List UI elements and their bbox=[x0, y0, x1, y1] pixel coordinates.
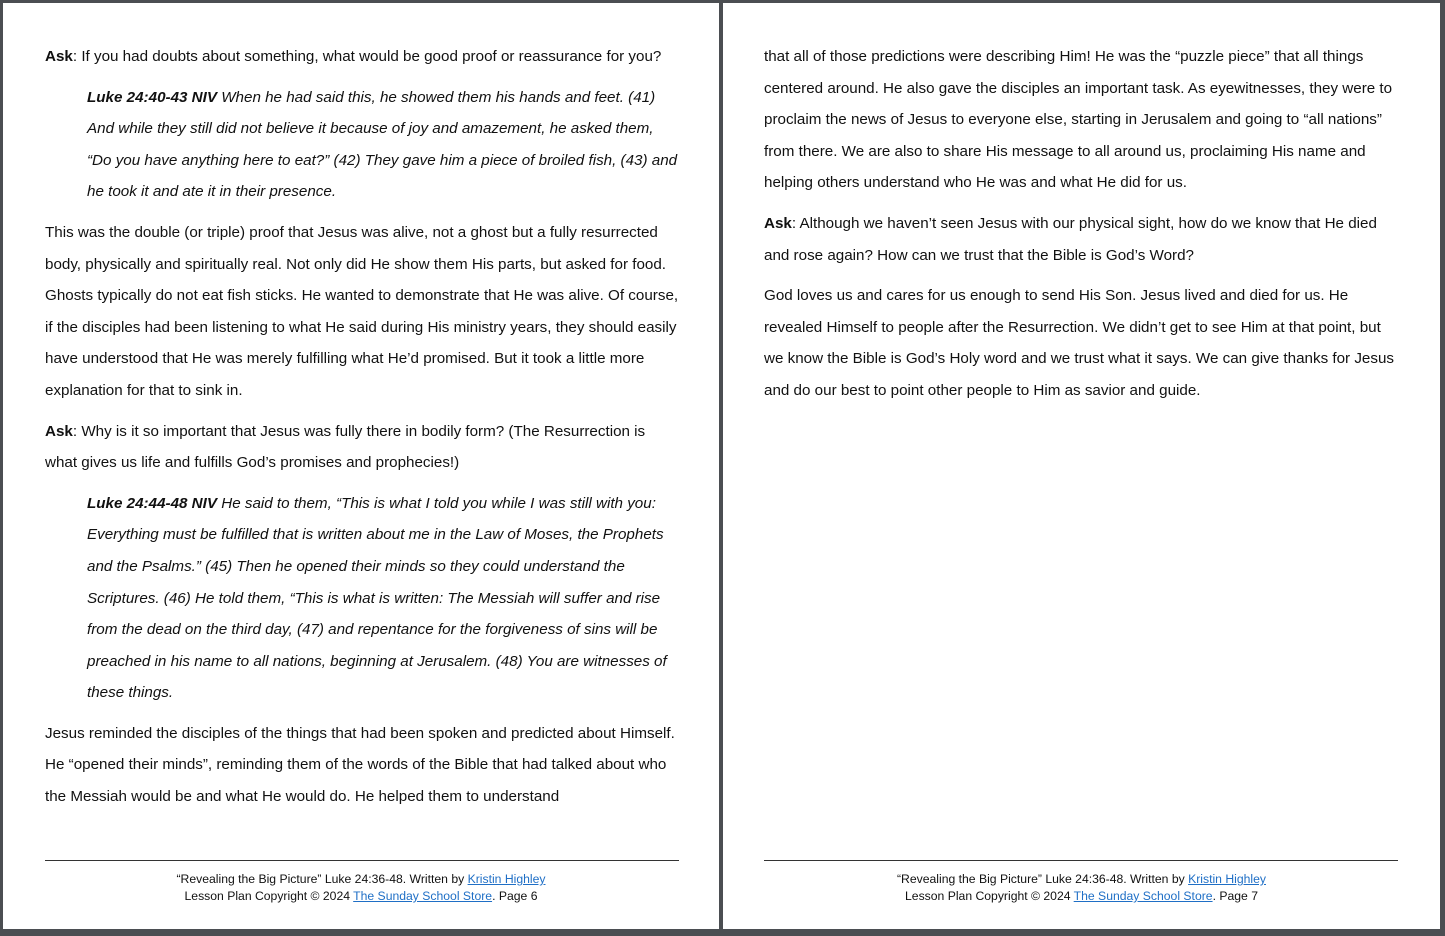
page-number: 7 bbox=[1251, 889, 1258, 903]
scripture-text: He said to them, “This is what I told you while I was still with you: Everything must be fulfilled that is written about me in the Law of Moses, the Prophets and the Psalms.” (45) Then he opened their minds so they could understand the Scriptures. (46) He told them, “This is what is written: The Messiah will suffer and rise from the dead on the third day, (47) and repentance for the forgiveness of sins will be preached in his name to all nations, beginning at Jerusalem. (48) You are witnesses of these things. bbox=[87, 494, 667, 702]
footer-page-prefix: . Page bbox=[492, 889, 531, 903]
page-footer bbox=[723, 871, 1440, 905]
footer-line-1 bbox=[3, 871, 719, 888]
footer-line-2 bbox=[723, 888, 1440, 905]
scripture-quote bbox=[87, 488, 679, 709]
store-link[interactable]: The Sunday School Store bbox=[353, 889, 493, 903]
ask-text: : Although we haven’t seen Jesus with our physical sight, how do we know that He died and rose again? How can we trust that the Bible is God’s Word? bbox=[764, 214, 1377, 264]
ask-label: Ask bbox=[45, 422, 73, 440]
page-content bbox=[45, 41, 679, 822]
ask-label: Ask bbox=[764, 214, 792, 232]
footer-divider bbox=[764, 860, 1398, 861]
scripture-reference: Luke 24:44-48 NIV bbox=[87, 494, 217, 512]
document-page-7 bbox=[723, 3, 1440, 929]
footer-copyright: Lesson Plan Copyright © 2024 bbox=[184, 889, 354, 903]
document-page-6 bbox=[3, 3, 719, 929]
footer-title: “Revealing the Big Picture” Luke 24:36-48. Written by bbox=[176, 872, 468, 886]
ask-paragraph bbox=[764, 208, 1400, 271]
scripture-text: When he had said this, he showed them his hands and feet. (41) And while they still did not believe it because of joy and amazement, he asked them, “Do you have anything here to eat?” (42) They gave him a piece of broiled fish, (43) and he took it and ate it in their presence. bbox=[87, 88, 678, 201]
author-link[interactable]: Kristin Highley bbox=[467, 872, 546, 886]
footer-line-2 bbox=[3, 888, 719, 905]
ask-paragraph bbox=[45, 41, 679, 73]
ask-label: Ask bbox=[45, 48, 73, 65]
ask-paragraph bbox=[45, 416, 679, 479]
author-link[interactable]: Kristin Highley bbox=[1188, 872, 1266, 886]
scripture-quote bbox=[87, 82, 679, 208]
scripture-reference: Luke 24:40-43 NIV bbox=[87, 88, 217, 106]
store-link[interactable]: The Sunday School Store bbox=[1073, 889, 1213, 903]
footer-copyright: Lesson Plan Copyright © 2024 bbox=[905, 889, 1074, 903]
body-paragraph: This was the double (or triple) proof that Jesus was alive, not a ghost but a fully resurrected body, physically and spiritually real. Not only did He show them His parts, but asked for food. Ghosts typically do not eat fish sticks. He wanted to demonstrate that He was alive. Of course, if the disciples had been listening to what He said during His ministry years, they should easily have understood that He was merely fulfilling what He’d promised. But it took a little more explanation for that to sink in. bbox=[45, 223, 679, 399]
footer-page-prefix: . Page bbox=[1212, 889, 1252, 903]
body-paragraph: that all of those predictions were describing Him! He was the “puzzle piece” that all things centered around. He also gave the disciples an important task. As eyewitnesses, they were to proclaim the news of Jesus to everyone else, starting in Jerusalem and going to “all nations” from there. We are also to share His message to all around us, proclaiming His name and helping others understand who He was and what He did for us. bbox=[764, 48, 1393, 192]
footer-title: “Revealing the Big Picture” Luke 24:36-48. Written by bbox=[897, 872, 1189, 886]
page-footer bbox=[3, 871, 719, 905]
ask-text: : Why is it so important that Jesus was fully there in bodily form? (The Resurrection is what gives us life and fulfills God’s promises and prophecies!) bbox=[45, 422, 646, 472]
ask-text: : If you had doubts about something, what would be good proof or reassurance for you? bbox=[72, 48, 662, 65]
footer-divider bbox=[45, 860, 679, 861]
footer-line-1 bbox=[723, 871, 1440, 888]
body-paragraph: God loves us and cares for us enough to send His Son. Jesus lived and died for us. He revealed Himself to people after the Resurrection. We didn’t get to see Him at that point, but we know the Bible is God’s Holy word and we trust what it says. We can give thanks for Jesus and do our best to point other people to Him as savior and guide. bbox=[764, 287, 1395, 399]
page-content bbox=[764, 41, 1400, 416]
body-paragraph: Jesus reminded the disciples of the things that had been spoken and predicted about Himself. He “opened their minds”, reminding them of the words of the Bible that had talked about who the Messiah would be and what He would do. He helped them to understand bbox=[45, 724, 675, 806]
page-number: 6 bbox=[530, 889, 538, 903]
